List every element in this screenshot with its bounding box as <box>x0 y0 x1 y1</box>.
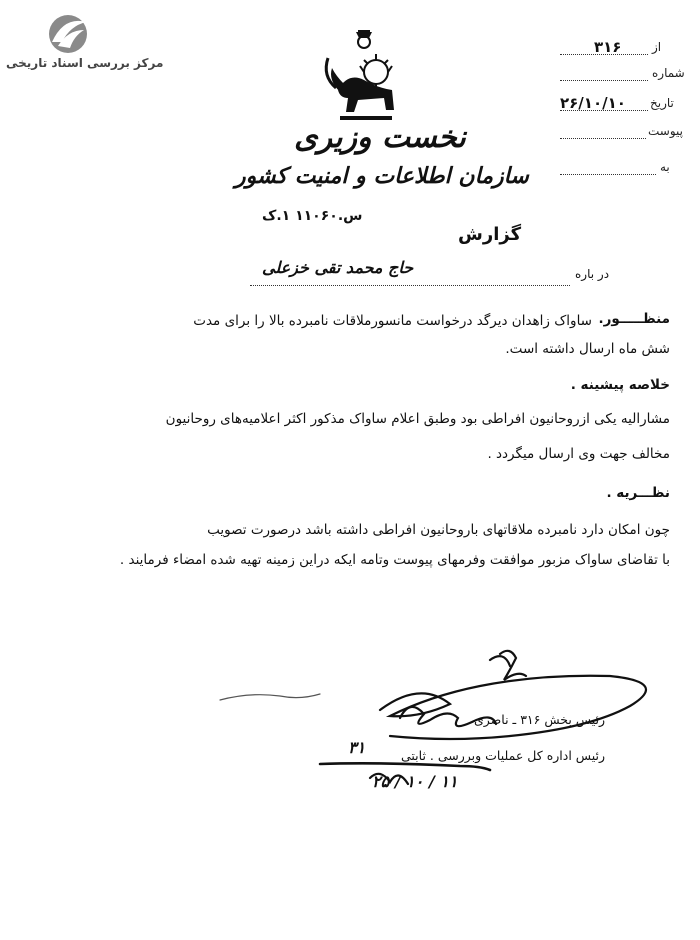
purpose-line-1: ساواک زاهدان دیرگد درخواست مانسورملاقات نامبرده بالا را برای مدت <box>193 313 592 329</box>
to-line <box>560 174 656 175</box>
purpose-label: منظـــــور. <box>598 311 670 327</box>
date-label: تاریخ <box>650 96 674 110</box>
letterhead-title: نخست وزیری <box>294 120 466 155</box>
purpose-line-2: شش ماه ارسال داشته است. <box>505 341 670 357</box>
summary-line-1: مشارالیه یکی ازروحانیون افراطی بود وطبق اعلام ساواک مذکور اکثر اعلامیه‌های روحانیون <box>165 411 670 427</box>
signature-line-2: رئیس اداره کل عملیات وبررسی . ثابتی <box>400 748 605 763</box>
date-value: ۲۶/۱۰/۱۰ <box>560 94 626 112</box>
report-title: گزارش <box>458 224 522 245</box>
from-value: ۳۱۶ <box>594 38 622 56</box>
from-label: از <box>652 40 662 54</box>
subject-label: در باره <box>575 267 610 281</box>
handwritten-date: ۱۱ / ۱۰ / ۲۵ <box>372 772 458 791</box>
attachment-label: پیوست <box>648 124 683 138</box>
subject-value: حاج محمد تقی خزعلی <box>262 258 414 277</box>
archive-center-logo-icon <box>40 12 94 56</box>
attachment-line <box>560 138 646 139</box>
letterhead-organization: سازمان اطلاعات و امنیت کشور <box>235 163 529 189</box>
reference-code: س.۱۱۰۶۰ ۱.ک <box>262 208 363 224</box>
opinion-line-2: با تقاضای ساواک مزبور موافقت وفرمهای پیوست وتامه ایکه دراین زمینه تهیه شده امضاء فرمایند . <box>119 552 670 568</box>
opinion-line-1: چون امکان دارد نامبرده ملاقاتهای باروحانیون افراطی داشته باشد درصورت تصویب <box>207 522 670 538</box>
subject-line <box>250 285 570 286</box>
number-label: شماره <box>652 66 685 80</box>
summary-line-2: مخالف جهت وی ارسال میگردد . <box>487 446 670 462</box>
number-line <box>560 80 648 81</box>
handwritten-number: ۳۱ <box>348 738 366 757</box>
watermark-text: مرکز بررسی اسناد تاریخی <box>6 56 164 70</box>
summary-label: خلاصه پیشینه . <box>570 377 670 393</box>
lion-and-sun-emblem-icon <box>318 28 410 128</box>
opinion-label: نظـــریه . <box>606 485 670 501</box>
to-label: به <box>660 160 670 174</box>
signature-line-1: رئیس بخش ۳۱۶ ـ ناصری <box>473 712 605 727</box>
